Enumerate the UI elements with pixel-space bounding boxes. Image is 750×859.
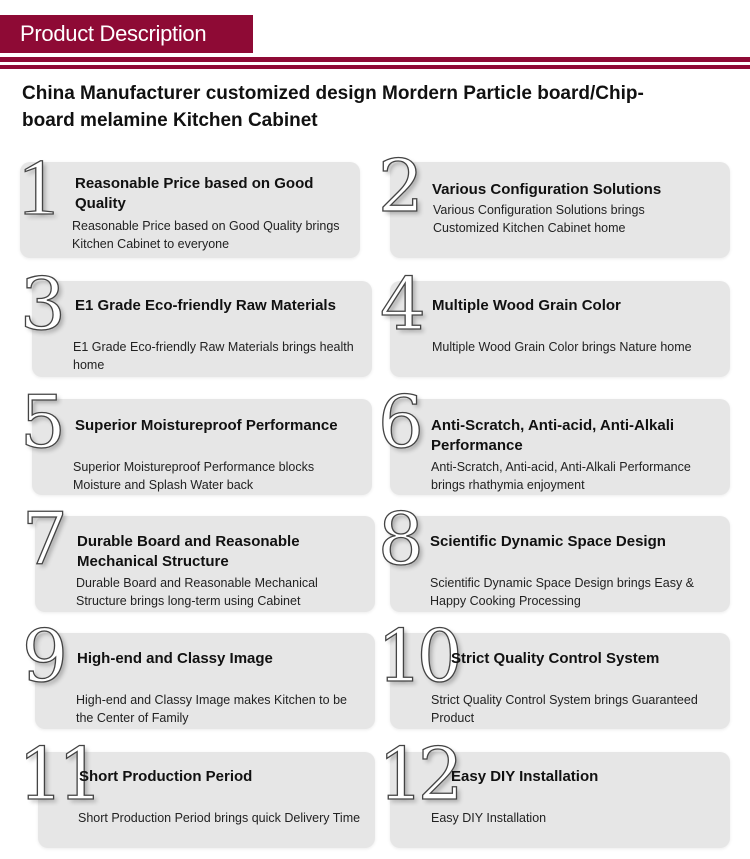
- product-title: China Manufacturer customized design Mordern Particle board/Chip- board melamine Kitchen Cabinet: [22, 83, 644, 131]
- divider-line: [0, 65, 750, 69]
- feature-heading: Reasonable Price based on Good Quality: [75, 175, 314, 212]
- feature-heading: Scientific Dynamic Space Design: [430, 533, 666, 550]
- feature-heading: High-end and Classy Image: [77, 650, 273, 667]
- feature-description: Durable Board and Reasonable Mechanical Structure brings long-term using Cabinet: [76, 576, 318, 608]
- feature-heading: Short Production Period: [79, 768, 253, 785]
- feature-description: Short Production Period brings quick Delivery Time: [78, 811, 361, 825]
- number-11-icon: 11: [18, 732, 98, 816]
- number-12-icon: 12: [378, 732, 458, 816]
- feature-heading: Durable Board and Reasonable Mechanical Structure: [77, 533, 300, 570]
- feature-description: Reasonable Price based on Good Quality brings Kitchen Cabinet to everyone: [72, 219, 340, 251]
- section-banner: Product Description: [0, 15, 253, 53]
- divider-line: [0, 57, 750, 62]
- number-3-icon: 3: [20, 262, 60, 346]
- feature-description: Easy DIY Installation: [431, 811, 547, 825]
- feature-description: Strict Quality Control System brings Guaranteed Product: [431, 693, 698, 725]
- feature-heading: Anti-Scratch, Anti-acid, Anti-Alkali Performance: [431, 417, 675, 454]
- feature-description: High-end and Classy Image makes Kitchen to be the Center of Family: [76, 693, 347, 725]
- number-10-icon: 10: [377, 614, 457, 698]
- feature-heading: Strict Quality Control System: [451, 650, 660, 667]
- number-7-icon: 7: [22, 497, 62, 581]
- feature-description: Superior Moistureproof Performance blocks Moisture and Splash Water back: [73, 460, 315, 492]
- number-4-icon: 4: [380, 262, 420, 346]
- number-9-icon: 9: [22, 614, 62, 698]
- number-8-icon: 8: [378, 497, 418, 581]
- feature-heading: Easy DIY Installation: [451, 768, 599, 785]
- feature-description: Various Configuration Solutions brings Customized Kitchen Cabinet home: [433, 203, 645, 235]
- feature-description: Anti-Scratch, Anti-acid, Anti-Alkali Performance brings rhathymia enjoyment: [431, 460, 691, 492]
- number-1-icon: 1: [18, 144, 52, 232]
- feature-heading: Various Configuration Solutions: [432, 181, 662, 198]
- feature-heading: E1 Grade Eco-friendly Raw Materials: [75, 297, 336, 314]
- feature-heading: Multiple Wood Grain Color: [432, 297, 621, 314]
- feature-description: Multiple Wood Grain Color brings Nature home: [432, 340, 692, 354]
- feature-heading: Superior Moistureproof Performance: [75, 417, 338, 434]
- number-2-icon: 2: [378, 144, 418, 228]
- feature-description: E1 Grade Eco-friendly Raw Materials brings health home: [73, 340, 354, 372]
- number-6-icon: 6: [378, 380, 418, 464]
- number-5-icon: 5: [20, 380, 60, 464]
- feature-description: Scientific Dynamic Space Design brings Easy & Happy Cooking Processing: [430, 576, 695, 608]
